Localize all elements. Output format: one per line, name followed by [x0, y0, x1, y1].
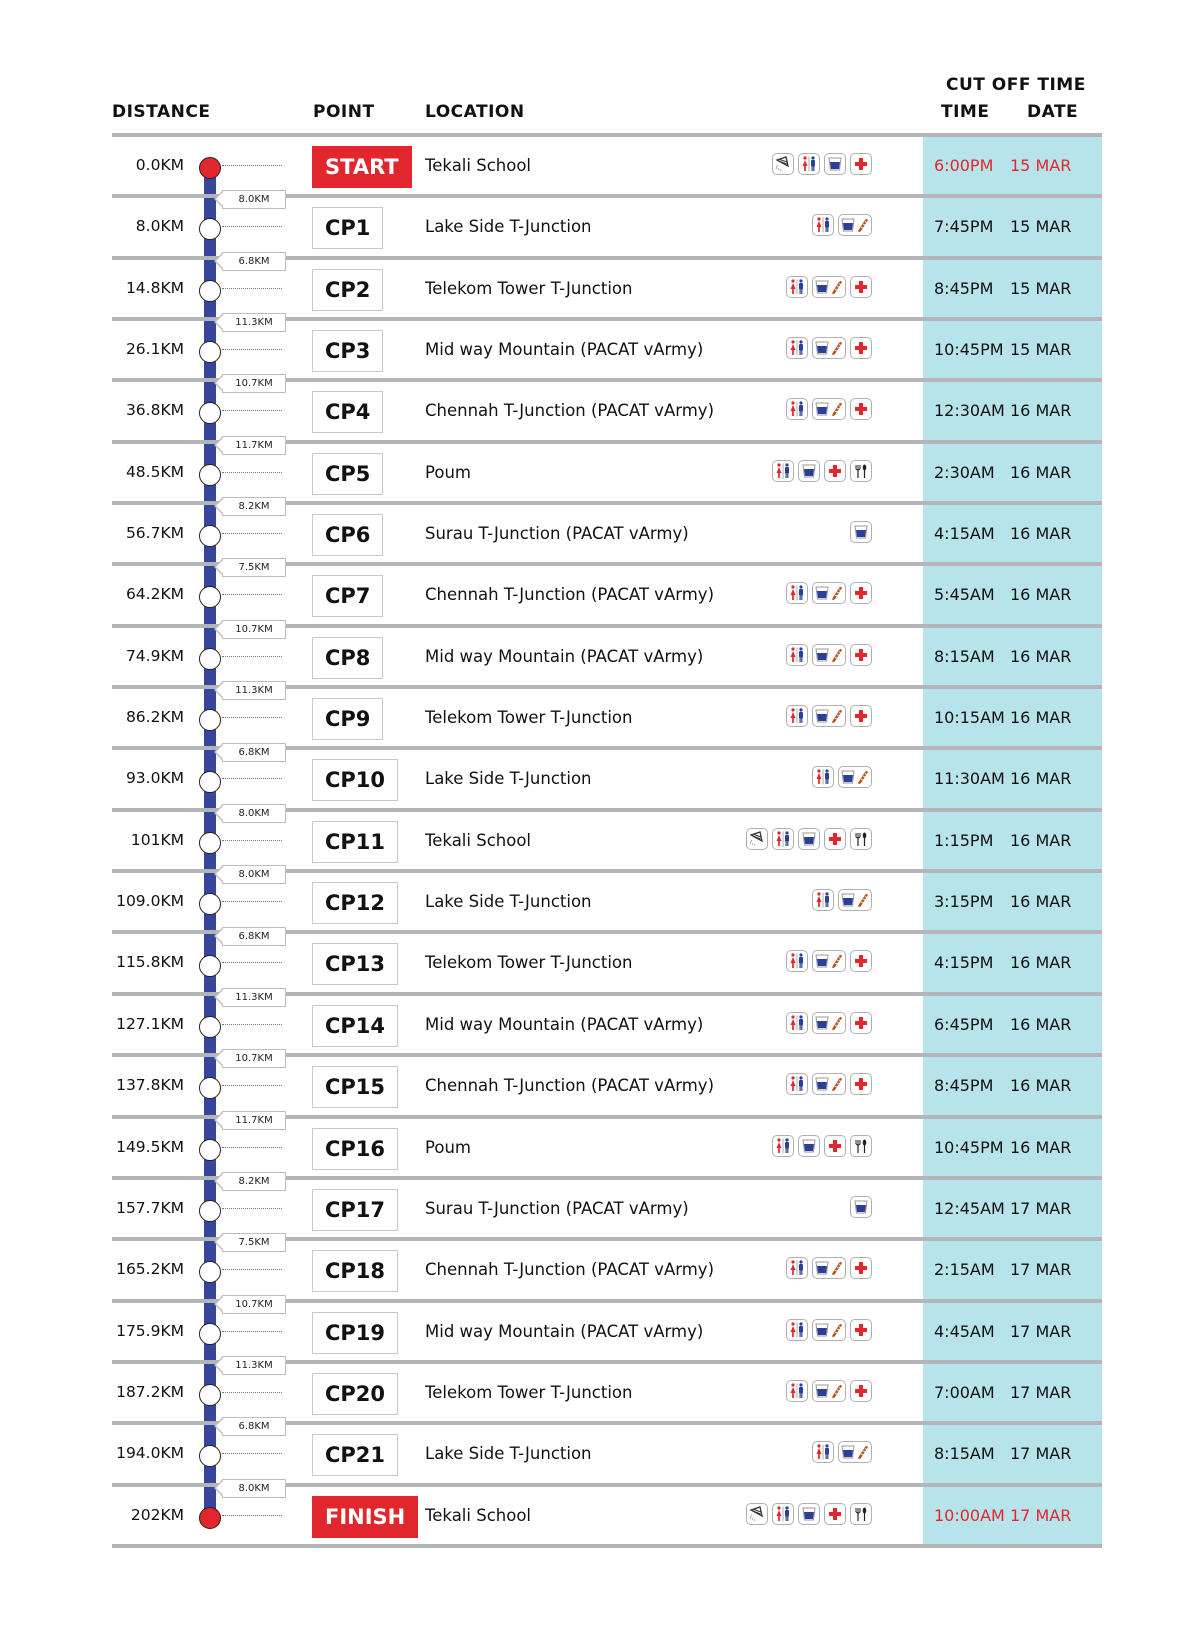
- toilet-icon: [772, 460, 794, 482]
- cutoff-time: 8:15AM: [934, 1444, 995, 1464]
- segment-distance-label: 6.8KM: [222, 252, 286, 271]
- cutoff-time: 5:45AM: [934, 585, 995, 605]
- start-badge: START: [312, 146, 412, 188]
- water-cup-icon: [850, 1196, 872, 1218]
- location-name: Chennah T-Junction (PACAT vArmy): [425, 1260, 714, 1280]
- leader-dots: [222, 901, 282, 902]
- first-aid-icon: [850, 644, 872, 666]
- cutoff-time: 2:30AM: [934, 462, 995, 482]
- segment-distance-label: 8.0KM: [222, 865, 286, 884]
- facility-icons: [786, 1012, 872, 1034]
- water-and-bread-icon: [812, 276, 846, 298]
- water-and-bread-icon: [812, 1257, 846, 1279]
- shower-icon: [746, 828, 768, 850]
- water-and-bread-icon: [838, 1441, 872, 1463]
- first-aid-icon: [824, 460, 846, 482]
- cutoff-time: 8:15AM: [934, 646, 995, 666]
- facility-icons: [772, 153, 872, 175]
- cutoff-time: 10:15AM: [934, 708, 1005, 728]
- cutoff-time: 1:15PM: [934, 830, 994, 850]
- point-badge: CP18: [312, 1250, 398, 1292]
- facility-icons: [772, 460, 872, 482]
- cutoff-date: 16 MAR: [1010, 401, 1072, 421]
- water-and-bread-icon: [838, 766, 872, 788]
- toilet-icon: [772, 1503, 794, 1525]
- distance-value: 194.0KM: [116, 1444, 184, 1463]
- point-badge: CP11: [312, 821, 398, 863]
- cutoff-time: 2:15AM: [934, 1260, 995, 1280]
- leader-dots: [222, 778, 282, 779]
- facility-icons: [786, 276, 872, 298]
- fork-spoon-icon: [850, 828, 872, 850]
- fork-spoon-icon: [850, 1135, 872, 1157]
- water-and-bread-icon: [838, 214, 872, 236]
- cutoff-time: 10:45PM: [934, 340, 1004, 360]
- facility-icons: [786, 1380, 872, 1402]
- toilet-icon: [812, 214, 834, 236]
- first-aid-icon: [824, 828, 846, 850]
- distance-value: 109.0KM: [116, 892, 184, 911]
- checkpoint-marker: [199, 464, 221, 486]
- segment-distance-label: 8.0KM: [222, 190, 286, 209]
- first-aid-icon: [850, 1380, 872, 1402]
- distance-value: 0.0KM: [135, 156, 184, 174]
- first-aid-icon: [850, 276, 872, 298]
- shower-icon: [746, 1503, 768, 1525]
- leader-dots: [222, 1515, 282, 1516]
- point-badge: CP2: [312, 269, 383, 311]
- facility-icons: [786, 1073, 872, 1095]
- toilet-icon: [786, 398, 808, 420]
- facility-icons: [812, 889, 872, 911]
- facility-icons: [812, 766, 872, 788]
- distance-value: 175.9KM: [116, 1321, 184, 1340]
- cutoff-time: 4:45AM: [934, 1321, 995, 1341]
- segment-distance-label: 11.3KM: [222, 988, 286, 1007]
- checkpoint-marker: [199, 709, 221, 731]
- location-name: Chennah T-Junction (PACAT vArmy): [425, 401, 714, 421]
- water-and-bread-icon: [812, 582, 846, 604]
- facility-icons: [746, 1503, 872, 1525]
- cutoff-date: 17 MAR: [1010, 1444, 1072, 1464]
- location-name: Telekom Tower T-Junction: [425, 953, 633, 973]
- location-name: Chennah T-Junction (PACAT vArmy): [425, 1076, 714, 1096]
- distance-value: 74.9KM: [125, 646, 184, 665]
- segment-distance-label: 10.7KM: [222, 1295, 286, 1314]
- segment-distance-label: 10.7KM: [222, 620, 286, 639]
- location-name: Lake Side T-Junction: [425, 217, 592, 237]
- route-endpoint-marker: [199, 157, 221, 179]
- facility-icons: [786, 644, 872, 666]
- segment-distance-label: 11.3KM: [222, 681, 286, 700]
- first-aid-icon: [850, 337, 872, 359]
- leader-dots: [222, 1453, 282, 1454]
- facility-icons: [746, 828, 872, 850]
- distance-value: 137.8KM: [116, 1076, 184, 1095]
- leader-dots: [222, 962, 282, 963]
- location-name: Mid way Mountain (PACAT vArmy): [425, 646, 704, 666]
- facility-icons: [786, 950, 872, 972]
- checkpoint-marker: [199, 1323, 221, 1345]
- water-and-bread-icon: [812, 398, 846, 420]
- leader-dots: [222, 1392, 282, 1393]
- leader-dots: [222, 1147, 282, 1148]
- leader-dots: [222, 1208, 282, 1209]
- location-name: Tekali School: [425, 1505, 531, 1525]
- location-name: Mid way Mountain (PACAT vArmy): [425, 1014, 704, 1034]
- leader-dots: [222, 165, 282, 166]
- point-badge: CP8: [312, 637, 383, 679]
- checkpoint-marker: [199, 955, 221, 977]
- toilet-icon: [786, 276, 808, 298]
- facility-icons: [786, 582, 872, 604]
- facility-icons: [812, 1441, 872, 1463]
- toilet-icon: [786, 950, 808, 972]
- cutoff-time: 10:00AM: [934, 1505, 1005, 1525]
- cutoff-date: 16 MAR: [1010, 892, 1072, 912]
- checkpoint-row: [112, 133, 1102, 194]
- distance-value: 187.2KM: [116, 1382, 184, 1401]
- cutoff-time: 10:45PM: [934, 1137, 1004, 1157]
- point-badge: CP5: [312, 453, 383, 495]
- finish-badge: FINISH: [312, 1496, 418, 1538]
- segment-distance-label: 10.7KM: [222, 374, 286, 393]
- first-aid-icon: [824, 1503, 846, 1525]
- leader-dots: [222, 1269, 282, 1270]
- header-location: LOCATION: [425, 102, 525, 122]
- cutoff-date: 17 MAR: [1010, 1321, 1072, 1341]
- point-badge: CP10: [312, 759, 398, 801]
- header-point: POINT: [313, 102, 375, 122]
- cutoff-date: 16 MAR: [1010, 1137, 1072, 1157]
- checkpoint-marker: [199, 771, 221, 793]
- point-badge: CP13: [312, 943, 398, 985]
- point-badge: CP9: [312, 698, 383, 740]
- water-and-bread-icon: [812, 1380, 846, 1402]
- toilet-icon: [786, 337, 808, 359]
- cutoff-date: 16 MAR: [1010, 708, 1072, 728]
- fork-spoon-icon: [850, 1503, 872, 1525]
- cutoff-date: 15 MAR: [1010, 278, 1072, 298]
- water-and-bread-icon: [838, 889, 872, 911]
- checkpoint-marker: [199, 832, 221, 854]
- distance-value: 56.7KM: [125, 524, 184, 543]
- cutoff-date: 15 MAR: [1010, 217, 1072, 237]
- distance-value: 127.1KM: [116, 1014, 184, 1033]
- segment-distance-label: 11.3KM: [222, 1356, 286, 1375]
- header-date: DATE: [1027, 102, 1079, 122]
- distance-value: 8.0KM: [135, 217, 184, 236]
- toilet-icon: [786, 1257, 808, 1279]
- checkpoint-marker: [199, 280, 221, 302]
- leader-dots: [222, 1331, 282, 1332]
- cutoff-time: 7:00AM: [934, 1382, 995, 1402]
- cutoff-date: 15 MAR: [1010, 340, 1072, 360]
- segment-distance-label: 10.7KM: [222, 1049, 286, 1068]
- point-badge: CP7: [312, 575, 383, 617]
- leader-dots: [222, 840, 282, 841]
- toilet-icon: [786, 1380, 808, 1402]
- point-badge: CP19: [312, 1312, 398, 1354]
- fork-spoon-icon: [850, 460, 872, 482]
- segment-distance-label: 8.2KM: [222, 1172, 286, 1191]
- location-name: Telekom Tower T-Junction: [425, 708, 633, 728]
- leader-dots: [222, 472, 282, 473]
- toilet-icon: [786, 1073, 808, 1095]
- toilet-icon: [786, 1319, 808, 1341]
- cutoff-date: 16 MAR: [1010, 953, 1072, 973]
- first-aid-icon: [850, 1012, 872, 1034]
- water-cup-icon: [824, 153, 846, 175]
- cutoff-time: 8:45PM: [934, 278, 994, 298]
- route-endpoint-marker: [199, 1507, 221, 1529]
- water-and-bread-icon: [812, 1319, 846, 1341]
- point-badge: CP6: [312, 514, 383, 556]
- point-badge: CP14: [312, 1005, 398, 1047]
- facility-icons: [786, 337, 872, 359]
- toilet-icon: [812, 1441, 834, 1463]
- cutoff-date: 16 MAR: [1010, 769, 1072, 789]
- toilet-icon: [786, 705, 808, 727]
- first-aid-icon: [850, 582, 872, 604]
- toilet-icon: [772, 828, 794, 850]
- facility-icons: [786, 1319, 872, 1341]
- distance-value: 149.5KM: [116, 1137, 184, 1156]
- location-name: Mid way Mountain (PACAT vArmy): [425, 340, 704, 360]
- facility-icons: [772, 1135, 872, 1157]
- location-name: Chennah T-Junction (PACAT vArmy): [425, 585, 714, 605]
- point-badge: CP16: [312, 1128, 398, 1170]
- leader-dots: [222, 656, 282, 657]
- distance-value: 26.1KM: [125, 340, 184, 359]
- leader-dots: [222, 1085, 282, 1086]
- first-aid-icon: [850, 950, 872, 972]
- cutoff-date: 16 MAR: [1010, 1076, 1072, 1096]
- checkpoint-marker: [199, 1139, 221, 1161]
- distance-value: 86.2KM: [125, 708, 184, 727]
- water-cup-icon: [798, 460, 820, 482]
- leader-dots: [222, 533, 282, 534]
- toilet-icon: [786, 1012, 808, 1034]
- location-name: Tekali School: [425, 830, 531, 850]
- checkpoint-marker: [199, 1200, 221, 1222]
- facility-icons: [850, 1196, 872, 1218]
- location-name: Tekali School: [425, 156, 531, 175]
- segment-distance-label: 8.0KM: [222, 804, 286, 823]
- segment-distance-label: 11.7KM: [222, 436, 286, 455]
- facility-icons: [850, 521, 872, 543]
- segment-distance-label: 11.3KM: [222, 313, 286, 332]
- toilet-icon: [786, 644, 808, 666]
- distance-value: 64.2KM: [125, 585, 184, 604]
- cutoff-time: 4:15PM: [934, 953, 994, 973]
- point-badge: CP17: [312, 1189, 398, 1231]
- location-name: Lake Side T-Junction: [425, 1444, 592, 1464]
- distance-value: 202KM: [130, 1505, 184, 1524]
- header-cutoff-time: CUT OFF TIME: [946, 75, 1086, 95]
- leader-dots: [222, 349, 282, 350]
- facility-icons: [786, 1257, 872, 1279]
- segment-distance-label: 7.5KM: [222, 1233, 286, 1252]
- cutoff-time: 6:45PM: [934, 1014, 994, 1034]
- cutoff-date: 17 MAR: [1010, 1505, 1072, 1525]
- point-badge: CP3: [312, 330, 383, 372]
- segment-distance-label: 6.8KM: [222, 743, 286, 762]
- header-distance: DISTANCE: [112, 102, 211, 122]
- location-name: Surau T-Junction (PACAT vArmy): [425, 524, 689, 544]
- location-name: Poum: [425, 462, 471, 482]
- leader-dots: [222, 226, 282, 227]
- location-name: Mid way Mountain (PACAT vArmy): [425, 1321, 704, 1341]
- segment-distance-label: 6.8KM: [222, 927, 286, 946]
- water-cup-icon: [850, 521, 872, 543]
- checkpoint-marker: [199, 1384, 221, 1406]
- cutoff-date: 17 MAR: [1010, 1198, 1072, 1218]
- toilet-icon: [798, 153, 820, 175]
- water-cup-icon: [798, 1135, 820, 1157]
- location-name: Lake Side T-Junction: [425, 769, 592, 789]
- water-and-bread-icon: [812, 1012, 846, 1034]
- location-name: Poum: [425, 1137, 471, 1157]
- first-aid-icon: [850, 1073, 872, 1095]
- water-cup-icon: [798, 828, 820, 850]
- first-aid-icon: [824, 1135, 846, 1157]
- water-and-bread-icon: [812, 705, 846, 727]
- distance-value: 48.5KM: [125, 462, 184, 481]
- cutoff-date: 17 MAR: [1010, 1382, 1072, 1402]
- facility-icons: [786, 705, 872, 727]
- first-aid-icon: [850, 1319, 872, 1341]
- point-badge: CP15: [312, 1066, 398, 1108]
- cutoff-date: 16 MAR: [1010, 1014, 1072, 1034]
- checkpoint-table: [112, 133, 1102, 1548]
- cutoff-time: 12:30AM: [934, 401, 1005, 421]
- location-name: Surau T-Junction (PACAT vArmy): [425, 1198, 689, 1218]
- distance-value: 165.2KM: [116, 1260, 184, 1279]
- cutoff-date: 16 MAR: [1010, 830, 1072, 850]
- water-cup-icon: [798, 1503, 820, 1525]
- segment-distance-label: 7.5KM: [222, 558, 286, 577]
- first-aid-icon: [850, 1257, 872, 1279]
- distance-value: 14.8KM: [125, 278, 184, 297]
- leader-dots: [222, 594, 282, 595]
- segment-distance-label: 11.7KM: [222, 1111, 286, 1130]
- segment-distance-label: 6.8KM: [222, 1417, 286, 1436]
- facility-icons: [786, 398, 872, 420]
- facility-icons: [812, 214, 872, 236]
- cutoff-time: 12:45AM: [934, 1198, 1005, 1218]
- cutoff-date: 16 MAR: [1010, 524, 1072, 544]
- segment-distance-label: 8.2KM: [222, 497, 286, 516]
- first-aid-icon: [850, 398, 872, 420]
- cutoff-time: 7:45PM: [934, 217, 994, 237]
- cutoff-time: 11:30AM: [934, 769, 1005, 789]
- checkpoint-marker: [199, 341, 221, 363]
- checkpoint-marker: [199, 525, 221, 547]
- cutoff-date: 16 MAR: [1010, 646, 1072, 666]
- toilet-icon: [786, 582, 808, 604]
- water-and-bread-icon: [812, 337, 846, 359]
- distance-value: 101KM: [130, 830, 184, 849]
- distance-value: 157.7KM: [116, 1198, 184, 1217]
- location-name: Telekom Tower T-Junction: [425, 278, 633, 298]
- water-and-bread-icon: [812, 950, 846, 972]
- segment-distance-label: 8.0KM: [222, 1479, 286, 1498]
- cutoff-date: 17 MAR: [1010, 1260, 1072, 1280]
- cutoff-date: 16 MAR: [1010, 462, 1072, 482]
- leader-dots: [222, 410, 282, 411]
- toilet-icon: [772, 1135, 794, 1157]
- shower-icon: [772, 153, 794, 175]
- water-and-bread-icon: [812, 1073, 846, 1095]
- cutoff-time: 8:45PM: [934, 1076, 994, 1096]
- cutoff-date: 16 MAR: [1010, 585, 1072, 605]
- point-badge: CP4: [312, 391, 383, 433]
- cutoff-time: 4:15AM: [934, 524, 995, 544]
- checkpoint-marker: [199, 648, 221, 670]
- cutoff-time: 3:15PM: [934, 892, 994, 912]
- point-badge: CP12: [312, 882, 398, 924]
- point-badge: CP20: [312, 1373, 398, 1415]
- first-aid-icon: [850, 705, 872, 727]
- toilet-icon: [812, 766, 834, 788]
- distance-value: 115.8KM: [116, 953, 184, 972]
- header-time: TIME: [941, 102, 990, 122]
- point-badge: CP1: [312, 207, 383, 249]
- location-name: Lake Side T-Junction: [425, 892, 592, 912]
- toilet-icon: [812, 889, 834, 911]
- cutoff-date: 15 MAR: [1010, 156, 1072, 175]
- cutoff-time: 6:00PM: [934, 156, 994, 175]
- water-and-bread-icon: [812, 644, 846, 666]
- leader-dots: [222, 288, 282, 289]
- point-badge: CP21: [312, 1434, 398, 1476]
- leader-dots: [222, 1024, 282, 1025]
- distance-value: 36.8KM: [125, 401, 184, 420]
- leader-dots: [222, 717, 282, 718]
- distance-value: 93.0KM: [125, 769, 184, 788]
- checkpoint-marker: [199, 1016, 221, 1038]
- first-aid-icon: [850, 153, 872, 175]
- location-name: Telekom Tower T-Junction: [425, 1382, 633, 1402]
